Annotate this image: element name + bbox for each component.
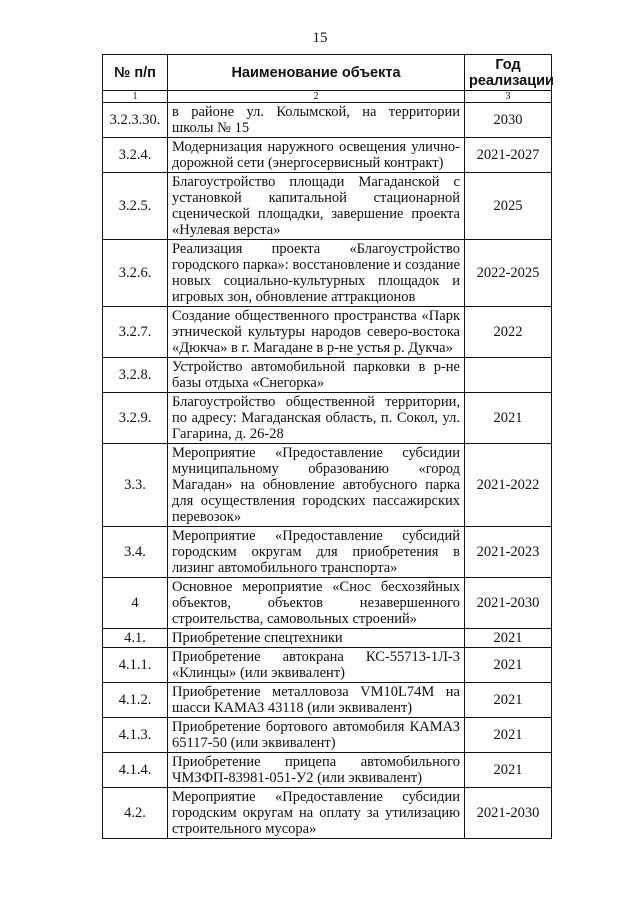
row-name: Модернизация наружного освещения улично-дорожной сети (энергосервисный контракт) [168, 138, 465, 173]
row-name: Приобретение прицепа автомобильного ЧМЗФП-83981-051-У2 (или эквивалент) [168, 753, 465, 788]
table-row [103, 393, 552, 444]
row-year: 2021 [465, 629, 552, 648]
row-name: Основное мероприятие «Снос бесхозяйных объектов, объектов незавершенного строительства, самовольных строений» [168, 578, 465, 629]
column-number: 3 [465, 91, 552, 103]
row-number: 4.1.4. [103, 753, 168, 788]
table-row [103, 648, 552, 683]
table-row [103, 527, 552, 578]
row-year: 2021 [465, 718, 552, 753]
row-name: Приобретение автокрана КС-55713-1Л-3 «Клинцы» (или эквивалент) [168, 648, 465, 683]
row-year: 2022-2025 [465, 240, 552, 307]
row-name: Мероприятие «Предоставление субсидий городским округам для приобретения в лизинг автомобильного транспорта» [168, 527, 465, 578]
row-year: 2021 [465, 648, 552, 683]
table-row [103, 173, 552, 240]
table-row [103, 307, 552, 358]
row-number: 4.1.1. [103, 648, 168, 683]
row-number: 3.2.4. [103, 138, 168, 173]
table-row [103, 578, 552, 629]
row-year: 2021-2030 [465, 788, 552, 839]
row-number: 4 [103, 578, 168, 629]
row-name: в районе ул. Колымской, на территории школы № 15 [168, 103, 465, 138]
table-row [103, 683, 552, 718]
objects-table [102, 54, 552, 839]
row-name: Благоустройство площади Магаданской с установкой капитальной стационарной сценической площадки, завершение проекта «Нулевая верста» [168, 173, 465, 240]
row-name: Мероприятие «Предоставление субсидии городским округам на оплату за утилизацию строительного мусора» [168, 788, 465, 839]
table-row [103, 718, 552, 753]
row-name: Реализация проекта «Благоустройство городского парка»: восстановление и создание новых социально-культурных площадок и игровых зон, обновление аттракционов [168, 240, 465, 307]
table-row [103, 753, 552, 788]
row-number: 3.2.3.30. [103, 103, 168, 138]
column-number: 2 [168, 91, 465, 103]
row-name: Приобретение бортового автомобиля КАМАЗ 65117-50 (или эквивалент) [168, 718, 465, 753]
row-number: 3.2.9. [103, 393, 168, 444]
row-year: 2030 [465, 103, 552, 138]
table-row [103, 629, 552, 648]
row-number: 4.1.3. [103, 718, 168, 753]
row-name: Создание общественного пространства «Парк этнической культуры народов северо-востока «Дюкча» в г. Магадане в р-не устья р. Дукча» [168, 307, 465, 358]
row-number: 3.4. [103, 527, 168, 578]
row-name: Приобретение металловоза VM10L74M на шасси КАМАЗ 43118 (или эквивалент) [168, 683, 465, 718]
header-name: Наименование объекта [168, 55, 465, 91]
row-number: 3.2.7. [103, 307, 168, 358]
row-name: Приобретение спецтехники [168, 629, 465, 648]
column-number: 1 [103, 91, 168, 103]
page-number: 15 [312, 30, 328, 46]
row-year: 2021 [465, 753, 552, 788]
row-year: 2021 [465, 683, 552, 718]
row-name: Устройство автомобильной парковки в р-не базы отдыха «Снегорка» [168, 358, 465, 393]
table-row [103, 788, 552, 839]
row-year: 2022 [465, 307, 552, 358]
row-year: 2021-2023 [465, 527, 552, 578]
row-name: Благоустройство общественной территории, по адресу: Магаданская область, п. Сокол, ул. Гагарина, д. 26-28 [168, 393, 465, 444]
table-row [103, 240, 552, 307]
row-number: 4.1.2. [103, 683, 168, 718]
row-number: 4.2. [103, 788, 168, 839]
row-number: 3.3. [103, 444, 168, 527]
row-number: 3.2.6. [103, 240, 168, 307]
table-header-row [103, 55, 552, 91]
column-numbers-row [103, 91, 552, 103]
table-row [103, 138, 552, 173]
row-year [465, 358, 552, 393]
row-number: 3.2.8. [103, 358, 168, 393]
row-year: 2021-2027 [465, 138, 552, 173]
row-name: Мероприятие «Предоставление субсидии муниципальному образованию «город Магадан» на обновление автобусного парка для осуществления городских пассажирских перевозок» [168, 444, 465, 527]
row-number: 4.1. [103, 629, 168, 648]
row-year: 2021-2030 [465, 578, 552, 629]
header-year: Год реализации [465, 55, 552, 91]
row-year: 2021 [465, 393, 552, 444]
table-row [103, 103, 552, 138]
header-num: № п/п [103, 55, 168, 91]
row-year: 2025 [465, 173, 552, 240]
table-row [103, 444, 552, 527]
row-number: 3.2.5. [103, 173, 168, 240]
table-row [103, 358, 552, 393]
row-year: 2021-2022 [465, 444, 552, 527]
